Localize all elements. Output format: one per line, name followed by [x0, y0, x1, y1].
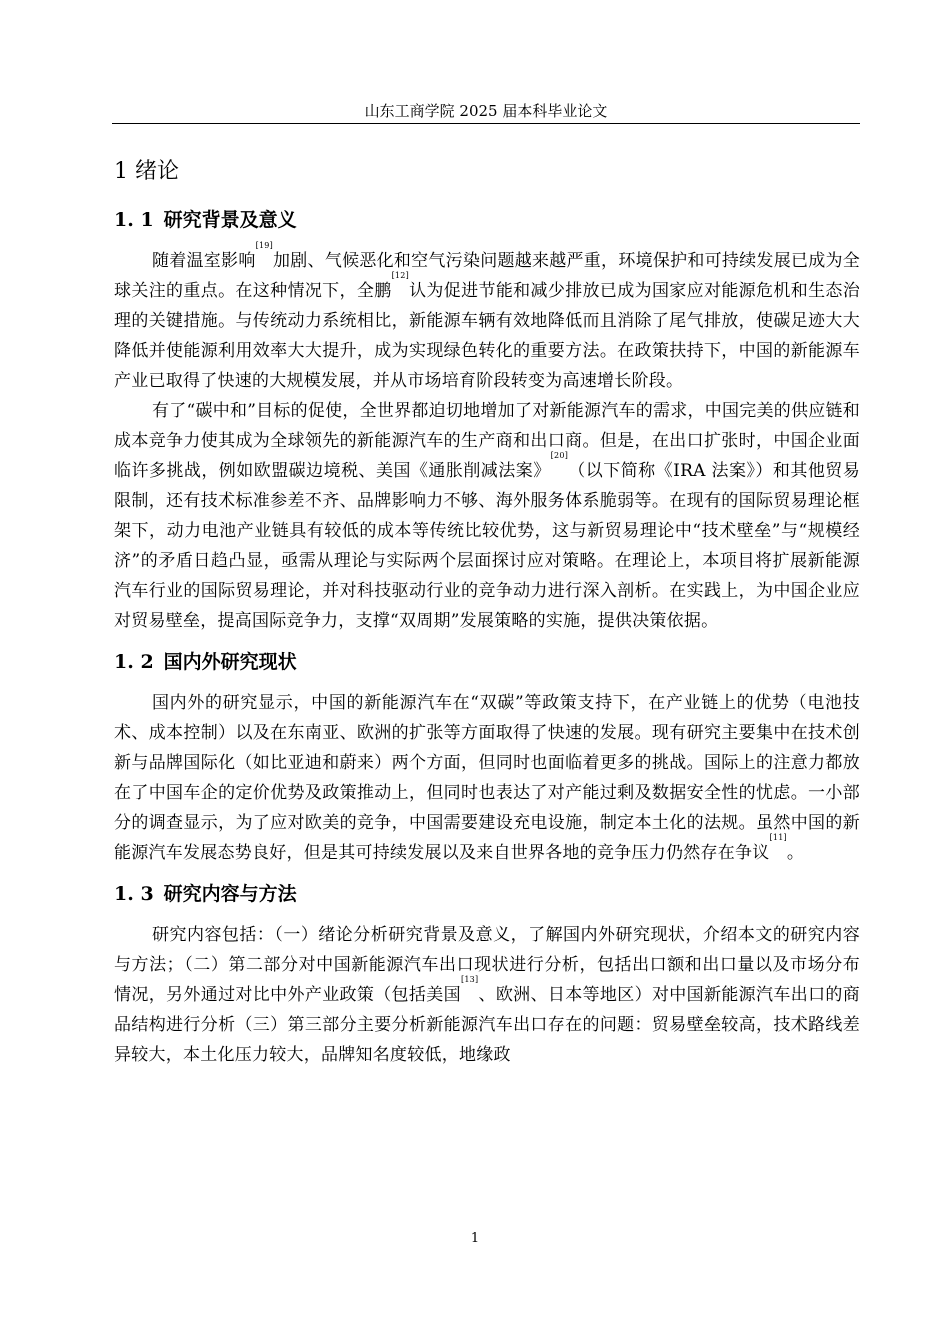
chapter-title: 1 绪论	[114, 159, 179, 184]
citation-mark: [19]	[255, 241, 274, 250]
body-paragraph	[114, 920, 860, 1070]
body-paragraph	[114, 688, 860, 868]
section-number: 1. 2	[114, 651, 154, 673]
section-title: 国内外研究现状	[163, 651, 297, 673]
paragraph-text: 随着温室影响	[152, 251, 256, 271]
page-number: 1	[470, 1231, 480, 1246]
section-title: 研究背景及意义	[163, 209, 297, 231]
paragraph-text: 有了“碳中和”目标的促使，全世界都迫切地增加了对新能源汽车的需求，中国完美的供应链和成本竞争力使其成为全球领先的新能源汽车的生产商和出口商。但是，在出口扩张时，中国企业面临许多挑战，例如欧盟碳边境税、美国《通胀削减法案》	[114, 401, 860, 481]
body-content	[114, 150, 860, 1070]
section-number: 1. 3	[114, 883, 154, 905]
section-title: 研究内容与方法	[163, 883, 297, 905]
body-paragraph	[114, 396, 860, 636]
paragraph-text: 加剧、气候恶化和空气污染问题越来越严重，环境保护和可持续发展已成为全球关注的重点。在这种情况下，全鹏	[114, 251, 861, 301]
paragraph-text: 认为促进节能和减少排放已成为国家应对能源危机和生态治理的关键措施。与传统动力系统相比，新能源车辆有效地降低而且消除了尾气排放，使碳足迹大大降低并使能源利用效率大大提升，成为实现绿色转化的重要方法。在政策扶持下，中国的新能源车产业已取得了快速的大规模发展，并从市场培育阶段转变为高速增长阶段。	[114, 281, 861, 391]
citation-mark: [12]	[391, 271, 409, 280]
paragraph-text: （以下简称《IRA 法案》）和其他贸易限制，还有技术标准参差不齐、品牌影响力不够、海外服务体系脆弱等。在现有的国际贸易理论框架下，动力电池产业链具有较低的成本等传统比较优势，这与新贸易理论中“技术壁垒”与“规模经济”的矛盾日趋凸显，亟需从理论与实际两个层面探讨应对策略。在理论上，本项目将扩展新能源汽车行业的国际贸易理论，并对科技驱动行业的竞争动力进行深入剖析。在实践上，为中国企业应对贸易壁垒，提高国际竞争力，支撑“双周期”发展策略的实施，提供决策依据。	[114, 461, 861, 631]
citation-mark: [11]	[769, 833, 787, 842]
header-rule	[112, 123, 860, 124]
section-heading	[114, 868, 860, 920]
paragraph-text: 研究内容包括：（一）绪论分析研究背景及意义，了解国内外研究现状，介绍本文的研究内容与方法；（二）第二部分对中国新能源汽车出口现状进行分析，包括出口额和出口量以及市场分布情况，另外通过对比中外产业政策（包括美国	[114, 925, 860, 1005]
citation-mark: [20]	[550, 451, 569, 460]
paragraph-text: 国内外的研究显示，中国的新能源汽车在“双碳”等政策支持下，在产业链上的优势（电池技术、成本控制）以及在东南亚、欧洲的扩张等方面取得了快速的发展。现有研究主要集中在技术创新与品牌国际化（如比亚迪和蔚来）两个方面，但同时也面临着更多的挑战。国际上的注意力都放在了中国车企的定价优势及政策推动上，但同时也表达了对产能过剩及数据安全性的忧虑。一小部分的调查显示，为了应对欧美的竞争，中国需要建设充电设施，制定本土化的法规。虽然中国的新能源汽车发展态势良好，但是其可持续发展以及来自世界各地的竞争压力仍然存在争议	[114, 693, 860, 863]
body-paragraph	[114, 241, 861, 396]
section-heading	[114, 636, 860, 688]
paragraph-text: 、欧洲、日本等地区）对中国新能源汽车出口的商品结构进行分析（三）第三部分主要分析新能源汽车出口存在的问题：贸易壁垒较高，技术路线差异较大，本土化压力较大，品牌知名度较低，地缘政	[114, 985, 861, 1065]
paragraph-text: 。	[786, 843, 805, 863]
running-header: 山东工商学院 2025 届本科毕业论文	[364, 102, 608, 120]
section-number: 1. 1	[114, 209, 154, 231]
citation-mark: [13]	[460, 975, 479, 984]
section-heading	[114, 194, 860, 246]
